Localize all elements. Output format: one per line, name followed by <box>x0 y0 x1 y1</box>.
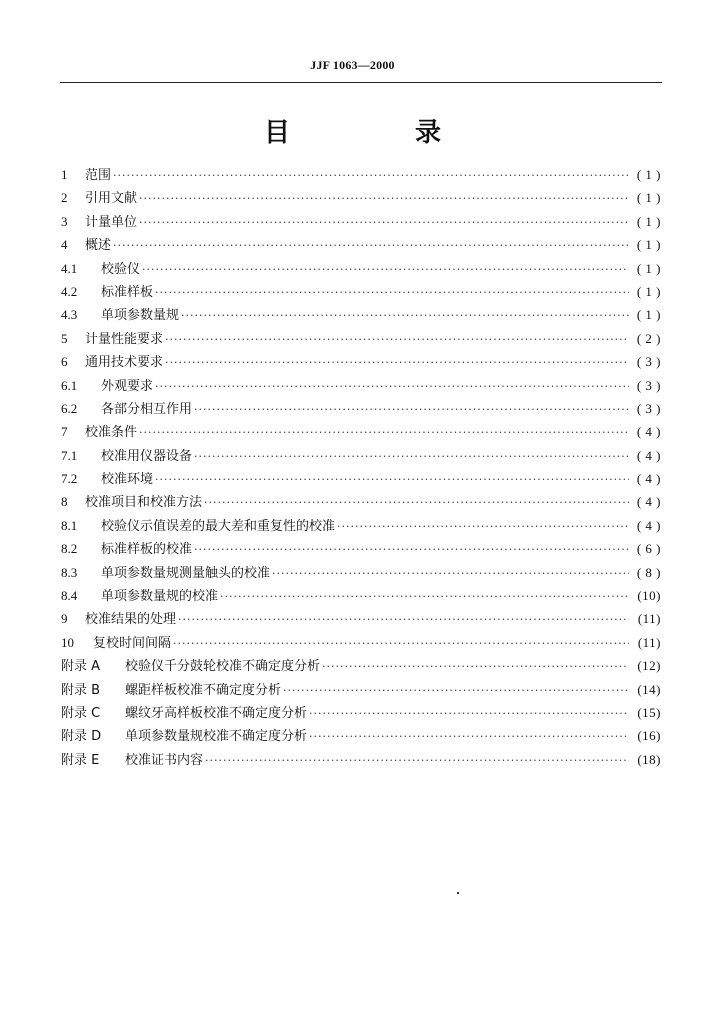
toc-leader-dots <box>283 679 629 702</box>
toc-entry-title: 螺纹牙高样板校准不确定度分析 <box>125 705 308 721</box>
toc-entry <box>61 654 661 677</box>
toc-entry-number: 7 <box>61 424 68 440</box>
toc-entry-number: 1 <box>61 167 68 182</box>
toc-entry-page: ( 1 ) <box>636 167 661 182</box>
toc-leader-dots <box>113 234 629 257</box>
toc-entry-title: 校准环境 <box>101 472 154 488</box>
toc-entry <box>61 584 661 607</box>
toc-entry-page: (10) <box>637 588 661 604</box>
toc-entry-number: 8 <box>61 494 68 510</box>
header-rule <box>60 82 662 83</box>
toc-leader-dots <box>309 725 629 748</box>
toc-entry-page: (11) <box>637 634 661 650</box>
toc-entry <box>61 327 661 350</box>
toc-entry <box>61 257 661 280</box>
toc-entry-page: (18) <box>637 751 661 767</box>
toc-leader-dots <box>165 351 629 374</box>
toc-entry-title: 计量性能要求 <box>85 331 164 347</box>
toc-entry <box>61 537 661 560</box>
toc-entry-number: 6 <box>61 354 68 370</box>
toc-entry-title: 校验仪千分鼓轮校准不确定度分析 <box>125 659 321 675</box>
toc-entry-title: 通用技术要求 <box>85 355 164 371</box>
table-of-contents <box>61 163 661 771</box>
toc-entry <box>61 514 661 537</box>
toc-entry-page: ( 1 ) <box>636 307 661 323</box>
toc-entry-page: (14) <box>637 681 661 697</box>
toc-entry-page: ( 1 ) <box>636 260 661 276</box>
toc-entry-number: 4.3 <box>61 307 78 323</box>
toc-entry-page: (11) <box>637 611 661 627</box>
toc-entry-title: 标准样板 <box>101 284 154 300</box>
toc-leader-dots <box>173 632 629 655</box>
toc-entry-title: 引用文献 <box>85 191 138 207</box>
toc-entry-number: 8.4 <box>61 588 78 604</box>
toc-entry-number: 7.1 <box>61 447 78 463</box>
toc-entry-title: 螺距样板校准不确定度分析 <box>125 682 282 698</box>
toc-entry-page: (15) <box>637 704 661 720</box>
toc-entry <box>61 678 661 701</box>
toc-leader-dots <box>194 445 629 468</box>
toc-entry-number: 附录 C <box>61 705 101 721</box>
toc-entry-title: 单项参数量规测量触头的校准 <box>101 565 271 581</box>
toc-entry <box>61 350 661 373</box>
page-title: 目 录 <box>263 118 500 148</box>
toc-entry <box>61 303 661 326</box>
toc-entry <box>61 490 661 513</box>
toc-entry <box>61 374 661 397</box>
toc-entry-title: 外观要求 <box>101 378 154 394</box>
toc-entry-title: 概述 <box>85 238 112 254</box>
toc-entry-title: 各部分相互作用 <box>101 401 193 417</box>
toc-entry-page: ( 4 ) <box>636 471 661 487</box>
toc-entry-page: ( 1 ) <box>636 237 661 253</box>
toc-entry-number: 8.1 <box>61 517 78 533</box>
toc-entry-page: ( 4 ) <box>636 424 661 440</box>
toc-leader-dots <box>165 328 629 351</box>
toc-entry-title: 单项参数量规校准不确定度分析 <box>125 729 308 745</box>
toc-entry <box>61 701 661 724</box>
toc-entry-title: 复校时间间隔 <box>93 635 172 651</box>
toc-leader-dots <box>204 491 629 514</box>
toc-entry-number: 5 <box>61 330 68 346</box>
toc-entry <box>61 444 661 467</box>
standard-code: JJF 1063—2000 <box>310 58 395 72</box>
toc-entry <box>61 724 661 747</box>
toc-entry-page: ( 8 ) <box>636 564 661 580</box>
toc-entry-title: 校验仪示值误差的最大差和重复性的校准 <box>101 518 336 534</box>
toc-entry <box>61 607 661 630</box>
toc-entry-title: 校准结果的处理 <box>85 612 177 628</box>
toc-entry-page: ( 4 ) <box>636 447 661 463</box>
toc-entry <box>61 748 661 771</box>
toc-entry-page: ( 2 ) <box>636 330 661 346</box>
toc-entry-number: 附录 A <box>61 659 101 675</box>
toc-entry <box>61 397 661 420</box>
toc-leader-dots <box>155 281 629 304</box>
toc-leader-dots <box>139 211 629 234</box>
toc-entry-page: ( 4 ) <box>636 494 661 510</box>
toc-entry <box>61 467 661 490</box>
toc-entry-page: ( 1 ) <box>636 213 661 229</box>
toc-leader-dots <box>194 538 629 561</box>
toc-entry <box>61 561 661 584</box>
toc-entry-number: 2 <box>61 190 68 206</box>
toc-entry-number: 6.1 <box>61 377 78 393</box>
toc-entry-page: ( 6 ) <box>636 541 661 557</box>
toc-entry <box>61 233 661 256</box>
toc-entry-number: 3 <box>61 213 68 229</box>
toc-entry-number: 4.1 <box>61 260 78 276</box>
toc-entry-number: 7.2 <box>61 471 78 487</box>
toc-entry-number: 附录 D <box>61 729 102 745</box>
toc-leader-dots <box>220 585 629 608</box>
toc-entry <box>61 420 661 443</box>
toc-leader-dots <box>155 375 629 398</box>
toc-entry-page: ( 3 ) <box>636 400 661 416</box>
toc-leader-dots <box>155 468 629 491</box>
toc-entry-number: 4 <box>61 237 68 253</box>
toc-leader-dots <box>272 562 629 585</box>
toc-entry-title: 校准用仪器设备 <box>101 448 193 464</box>
toc-entry-number: 附录 B <box>61 682 101 698</box>
toc-entry-number: 附录 E <box>61 752 100 768</box>
toc-entry <box>61 280 661 303</box>
toc-leader-dots <box>194 398 629 421</box>
toc-entry <box>61 163 661 186</box>
toc-entry-number: 6.2 <box>61 400 78 416</box>
toc-leader-dots <box>309 702 629 725</box>
toc-entry-page: ( 4 ) <box>636 517 661 533</box>
toc-entry-title: 校准项目和校准方法 <box>85 495 203 511</box>
toc-leader-dots <box>205 749 629 772</box>
toc-entry-title: 校准证书内容 <box>125 752 204 768</box>
toc-entry-number: 9 <box>61 611 68 627</box>
toc-leader-dots <box>139 187 629 210</box>
toc-entry-title: 标准样板的校准 <box>101 542 193 558</box>
toc-entry-title: 校准条件 <box>85 425 138 441</box>
toc-leader-dots <box>181 304 629 327</box>
toc-entry-page: ( 3 ) <box>636 377 661 393</box>
toc-leader-dots <box>178 608 629 631</box>
toc-entry-page: ( 3 ) <box>636 354 661 370</box>
toc-entry-page: (12) <box>637 658 661 674</box>
toc-entry-number: 10 <box>61 634 74 650</box>
toc-leader-dots <box>113 164 629 187</box>
toc-entry-title: 范围 <box>85 168 112 183</box>
toc-entry-page: ( 1 ) <box>636 190 661 206</box>
toc-entry-title: 单项参数量规 <box>101 308 180 324</box>
toc-entry-page: ( 1 ) <box>636 283 661 299</box>
toc-entry <box>61 631 661 654</box>
toc-entry-number: 4.2 <box>61 283 78 299</box>
toc-entry-number: 8.3 <box>61 564 78 580</box>
toc-entry-title: 计量单位 <box>85 214 138 230</box>
toc-entry-title: 单项参数量规的校准 <box>101 589 219 605</box>
toc-entry <box>61 210 661 233</box>
toc-entry-title: 校验仪 <box>101 261 141 277</box>
toc-leader-dots <box>322 655 629 678</box>
stray-mark <box>457 892 459 894</box>
toc-leader-dots <box>337 515 629 538</box>
toc-entry-page: (16) <box>637 728 661 744</box>
toc-leader-dots <box>142 258 629 281</box>
toc-leader-dots <box>139 421 629 444</box>
toc-entry-number: 8.2 <box>61 541 78 557</box>
toc-entry <box>61 186 661 209</box>
